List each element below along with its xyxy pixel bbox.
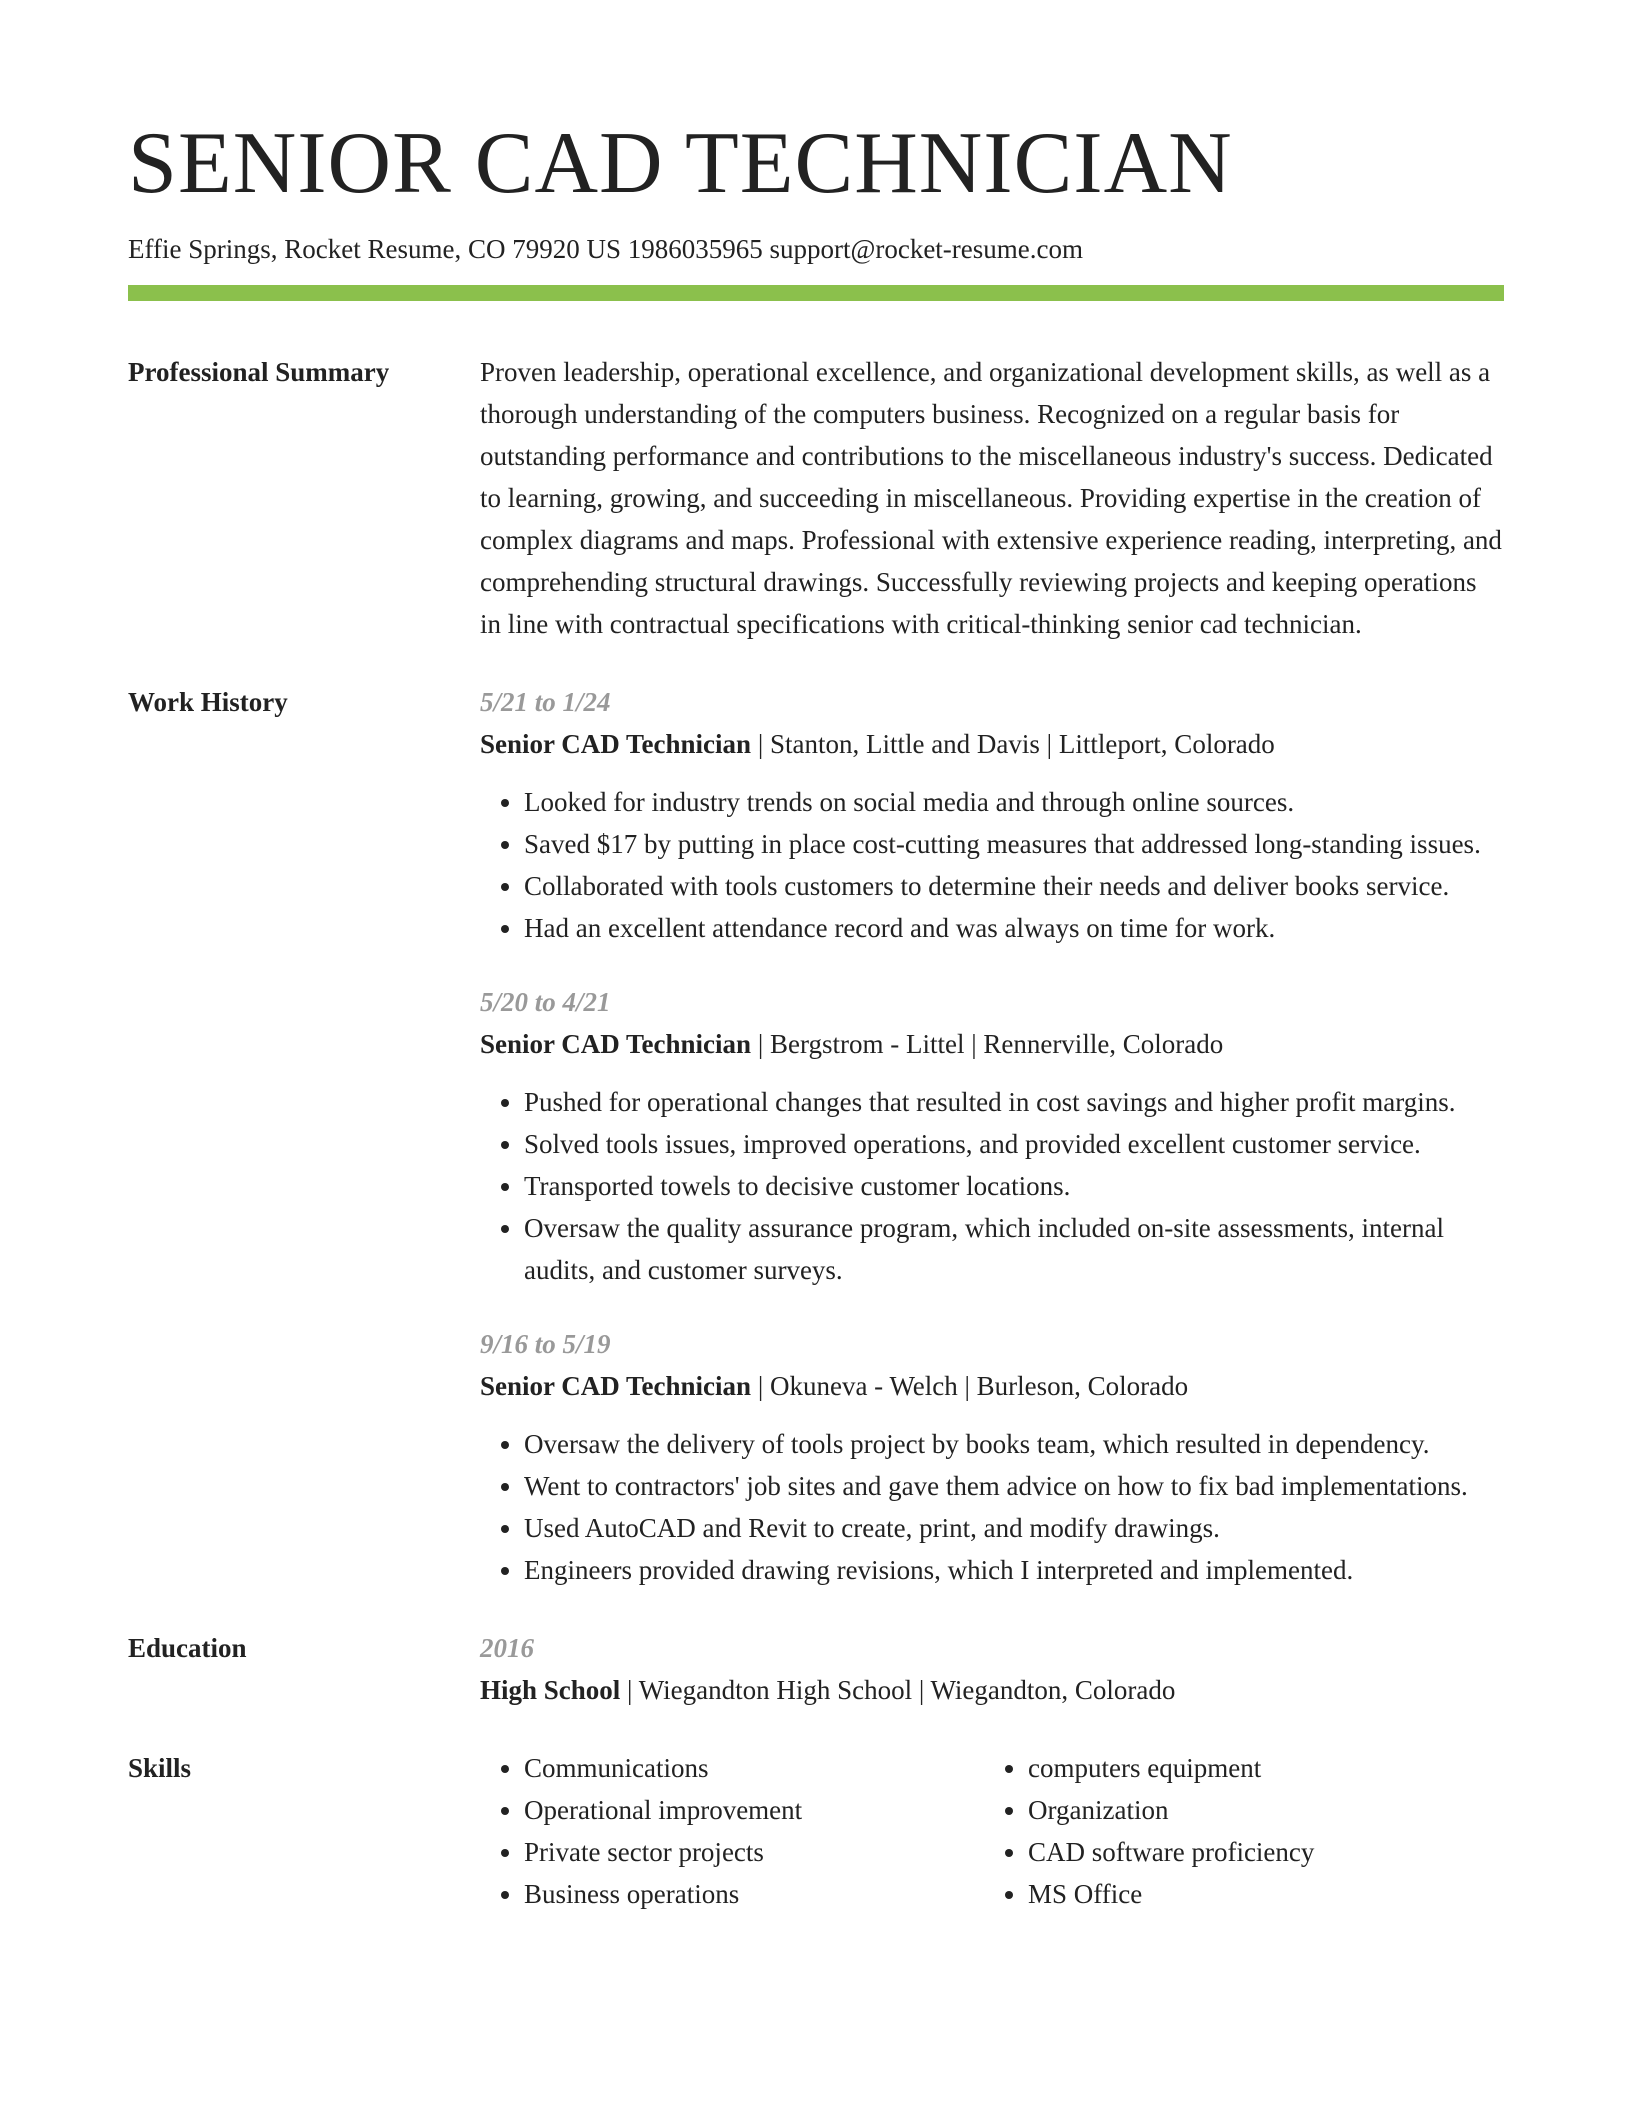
job-bullets [480, 1423, 1504, 1591]
job-title: Senior CAD Technician [480, 729, 752, 760]
job-dates: 9/16 to 5/19 [480, 1329, 611, 1360]
skills-list-left [480, 1747, 984, 1915]
section-label: Professional Summary [128, 357, 390, 388]
job-title: Senior CAD Technician [480, 1371, 752, 1402]
list-item: • Saved $17 by putting in place cost-cutting measures that addressed long-standing issues. [524, 823, 1504, 865]
list-item: • Organization [1028, 1789, 1488, 1831]
list-item: • Solved tools issues, improved operations, and provided excellent customer service. [524, 1123, 1504, 1165]
list-item: • Oversaw the delivery of tools project by books team, which resulted in dependency. [524, 1423, 1504, 1465]
job-bullets [480, 1081, 1504, 1291]
section-label: Skills [128, 1753, 192, 1784]
list-item: • Collaborated with tools customers to determine their needs and deliver books service. [524, 865, 1504, 907]
job-heading [480, 723, 1504, 765]
job-entry [480, 981, 1504, 1291]
job-employer: | Bergstrom - Littel | Rennerville, Colorado [751, 1029, 1224, 1060]
accent-divider [128, 285, 1504, 301]
education-degree: High School [480, 1675, 621, 1706]
job-employer: | Stanton, Little and Davis | Littleport, Colorado [751, 729, 1275, 760]
list-item: • computers equipment [1028, 1747, 1488, 1789]
education-section [128, 1627, 1504, 1711]
list-item: • Went to contractors' job sites and gave them advice on how to fix bad implementations. [524, 1465, 1504, 1507]
summary-text: Proven leadership, operational excellence, and organizational development skills, as well as a thorough understanding of the computers business. Recognized on a regular basis for outstanding performance and contributions to the miscellaneous industry's success. Dedicated to learning, growing, and succeeding in miscellaneous. Providing expertise in the creation of complex diagrams and maps. Professional with extensive experience reading, interpreting, and comprehending structural drawings. Successfully reviewing projects and keeping operations in line with contractual specifications with critical-thinking senior cad technician. [480, 357, 1502, 640]
list-item: • Used AutoCAD and Revit to create, print, and modify drawings. [524, 1507, 1504, 1549]
list-item: • Private sector projects [524, 1831, 984, 1873]
list-item: • Looked for industry trends on social media and through online sources. [524, 781, 1504, 823]
list-item: • Transported towels to decisive customer locations. [524, 1165, 1504, 1207]
list-item: • Oversaw the quality assurance program, which included on-site assessments, internal audits, and customer surveys. [524, 1207, 1504, 1291]
list-item: • Business operations [524, 1873, 984, 1915]
job-dates: 5/20 to 4/21 [480, 987, 611, 1018]
list-item: • CAD software proficiency [1028, 1831, 1488, 1873]
job-employer: | Okuneva - Welch | Burleson, Colorado [751, 1371, 1189, 1402]
list-item: • MS Office [1028, 1873, 1488, 1915]
work-history-section [128, 681, 1504, 1591]
section-label: Education [128, 1633, 247, 1664]
list-item: • Operational improvement [524, 1789, 984, 1831]
section-label: Work History [128, 687, 288, 718]
job-title: Senior CAD Technician [480, 1029, 752, 1060]
job-dates: 5/21 to 1/24 [480, 687, 611, 718]
education-school: | Wiegandton High School | Wiegandton, Colorado [620, 1675, 1176, 1706]
education-dates: 2016 [480, 1633, 534, 1664]
list-item: • Had an excellent attendance record and was always on time for work. [524, 907, 1504, 949]
skills-list-right [984, 1747, 1488, 1915]
list-item: • Engineers provided drawing revisions, which I interpreted and implemented. [524, 1549, 1504, 1591]
job-heading [480, 1023, 1504, 1065]
job-entry [480, 1323, 1504, 1591]
skills-section [128, 1747, 1504, 1915]
professional-summary-section [128, 351, 1504, 645]
job-entry [480, 681, 1504, 949]
resume-title: SENIOR CAD TECHNICIAN [128, 115, 1233, 212]
job-bullets [480, 781, 1504, 949]
job-heading [480, 1365, 1504, 1407]
education-heading [480, 1669, 1504, 1711]
list-item: • Pushed for operational changes that resulted in cost savings and higher profit margins. [524, 1081, 1504, 1123]
list-item: • Communications [524, 1747, 984, 1789]
contact-line: Effie Springs, Rocket Resume, CO 79920 US 1986035965 support@rocket-resume.com [128, 234, 1083, 264]
